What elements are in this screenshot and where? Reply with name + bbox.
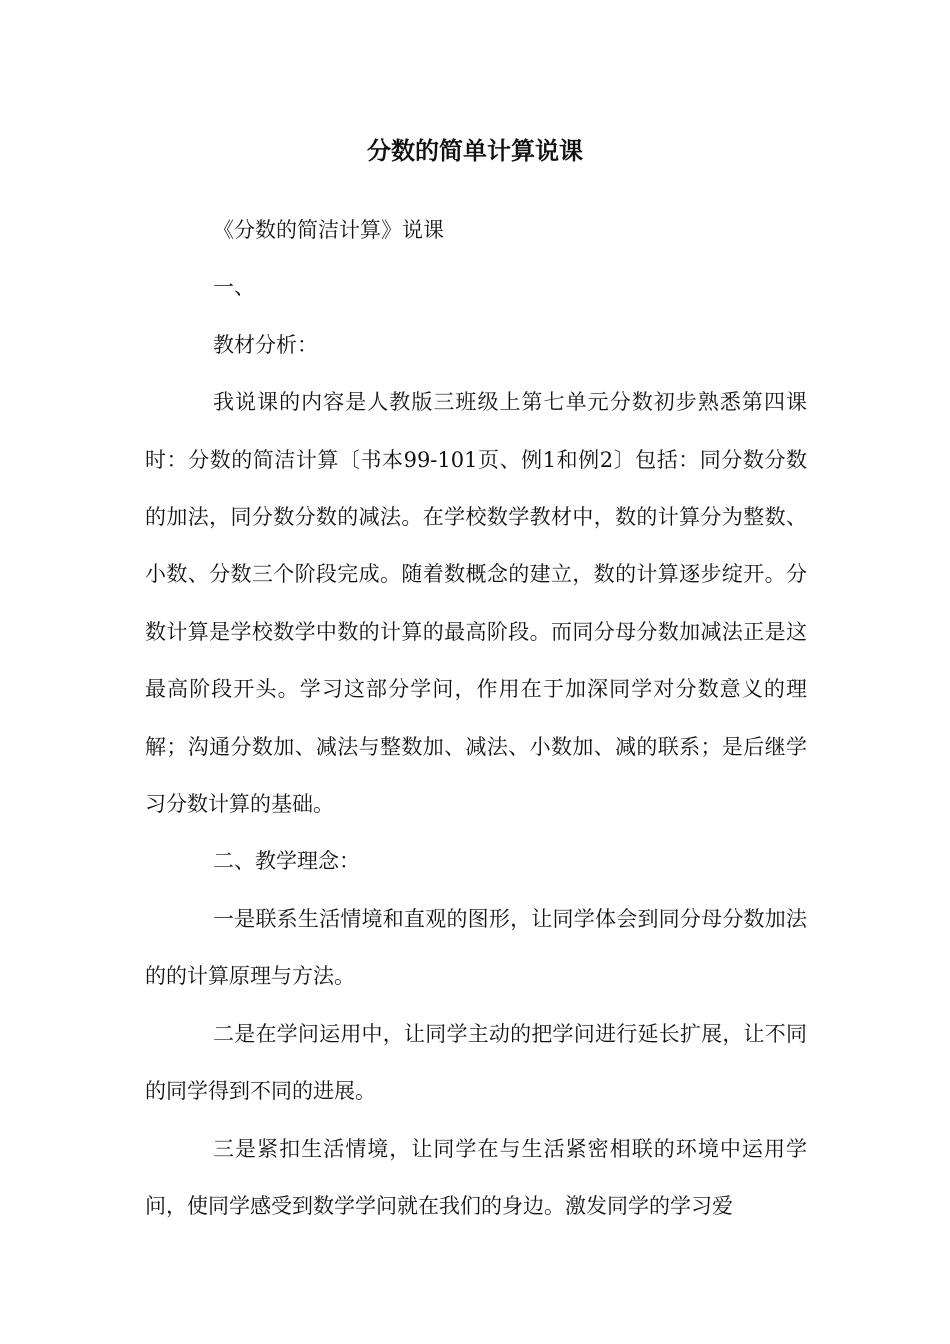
paragraph-material-analysis-heading: 教材分析： xyxy=(213,332,318,357)
paragraph-philosophy-two: 二是在学问运用中，让同学主动的把学问进行延长扩展，让不同的同学得到不同的进展。 xyxy=(145,1021,807,1104)
paragraph-material-analysis: 我说课的内容是人教版三班级上第七单元分数初步熟悉第四课时：分数的简洁计算〔书本99-101页、例1和例2〕包括：同分数分数的加法，同分数分数的减法。在学校数学教材中，数的计算分为整数、小数、分数三个阶段完成。随着数概念的建立，数的计算逐步绽开。分数计算是学校数学中数的计算的最高阶段。而同分母分数加减法正是这最高阶段开头。学习这部分学问，作用在于加深同学对分数意义的理解；沟通分数加、减法与整数加、减法、小数加、减的联系；是后继学习分数计算的基础。 xyxy=(145,390,807,817)
paragraph-philosophy-three: 三是紧扣生活情境，让同学在与生活紧密相联的环境中运用学问，使同学感受到数学学问就在我们的身边。激发同学的学习爱 xyxy=(145,1136,807,1218)
document-body xyxy=(145,202,807,1235)
paragraph-philosophy-one: 一是联系生活情境和直观的图形，让同学体会到同分母分数加法的的计算原理与方法。 xyxy=(145,906,807,989)
document-title: 分数的简单计算说课 xyxy=(367,136,583,165)
paragraph-lesson-title: 《分数的简洁计算》说课 xyxy=(213,218,444,242)
paragraph-section-one: 一、 xyxy=(213,275,255,300)
paragraph-teaching-philosophy-heading: 二、教学理念： xyxy=(213,849,360,874)
